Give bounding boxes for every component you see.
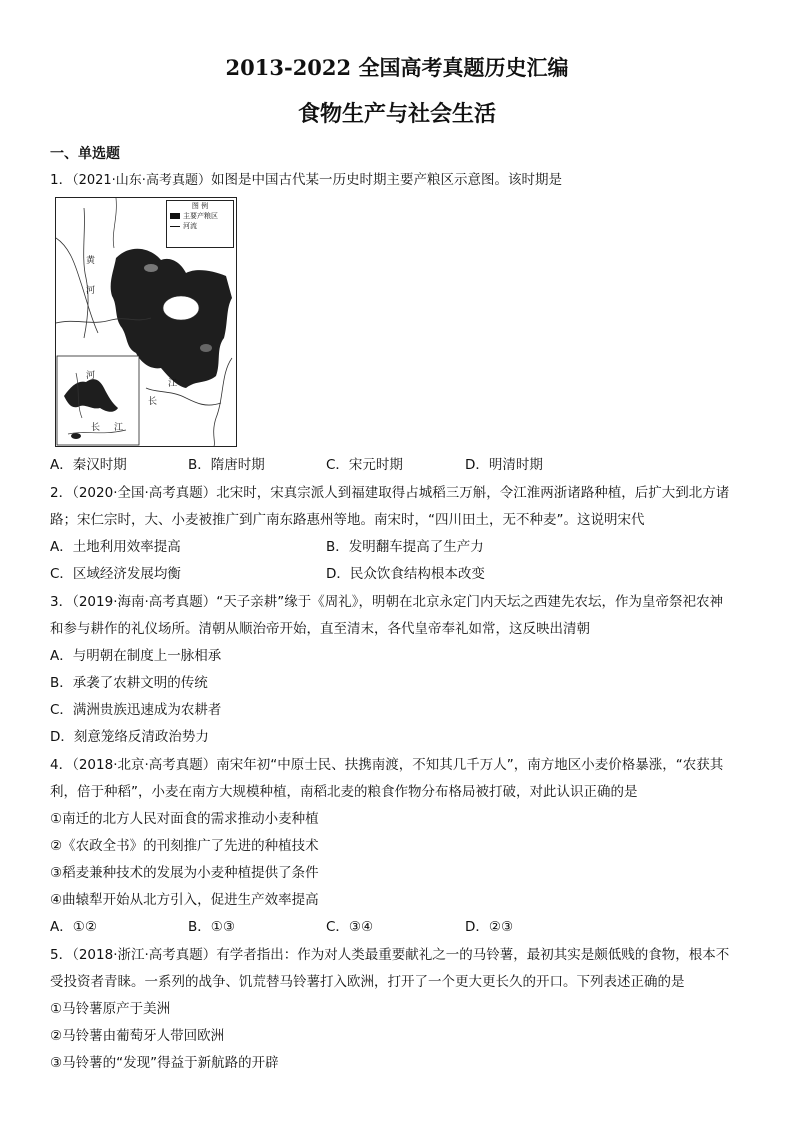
question-3-option-d[interactable]: D．刻意笼络反清政治势力 (50, 729, 209, 745)
question-5-stem-line-1: 5．（2018·浙江·高考真题）有学者指出：作为对人类最重要献礼之一的马铃薯，最初其实是颇低贱的食物，根本不 (50, 947, 730, 963)
question-2-stem-line-2: 路；宋仁宗时，大、小麦被推广到广南东路惠州等地。南宋时，“四川田土，无不种麦”。这说明宋代 (50, 512, 645, 528)
question-3-option-c[interactable]: C．满洲贵族迅速成为农耕者 (50, 702, 222, 718)
legend-river-row (167, 221, 233, 231)
legend-title: 图 例 (191, 202, 209, 210)
legend-grain-row (167, 211, 233, 221)
grain-swatch-icon (170, 213, 180, 219)
question-4-option-b[interactable]: B．①③ (188, 919, 235, 935)
question-2-option-c[interactable]: C．区域经济发展均衡 (50, 566, 181, 582)
question-3-stem-line-1: 3．（2019·海南·高考真题）“天子亲耕”缘于《周礼》，明朝在北京永定门内天坛之西建先农坛，作为皇帝祭祀农神 (50, 594, 724, 610)
question-4-stem-line-1: 4．（2018·北京·高考真题）南宋年初“中原士民、扶携南渡，不知其几千万人”，南方地区小麦价格暴涨，“农获其 (50, 757, 724, 773)
page-title: 2013-2022 全国高考真题历史汇编 (225, 55, 569, 80)
question-4-item-3: ③稻麦兼种技术的发展为小麦种植提供了条件 (50, 865, 319, 881)
page-subtitle: 食物生产与社会生活 (297, 101, 496, 127)
inset-label-jiang: 江 (114, 423, 124, 433)
question-4-item-2: ②《农政全书》的刊刻推广了先进的种植技术 (50, 838, 319, 854)
question-1-stem (50, 170, 755, 191)
section-heading: 一、单选题 (50, 146, 120, 162)
question-5-item-3: ③马铃薯的“发现”得益于新航路的开辟 (50, 1055, 279, 1071)
map-label-jiang: 江 (168, 379, 178, 389)
question-4-option-c[interactable]: C．③④ (326, 919, 374, 935)
river-line-icon (170, 226, 180, 227)
question-4-stem-line-2: 利，倍于种稻”，小麦在南方大规模种植，南稻北麦的粮食作物分布格局被打破，对此认识正确的是 (50, 784, 638, 800)
grain-region-map (55, 197, 237, 447)
question-4-option-a[interactable]: A．①② (50, 919, 97, 935)
question-5-item-2: ②马铃薯由葡萄牙人带回欧洲 (50, 1028, 225, 1044)
legend-river-label: 河流 (183, 222, 197, 230)
inset-label-he: 河 (86, 371, 96, 381)
map-label-huang: 黄 (86, 256, 96, 266)
map-label-he: 河 (86, 286, 96, 296)
inset-label-chang: 长 (91, 423, 101, 433)
question-1-option-b[interactable]: B．隋唐时期 (188, 457, 265, 473)
question-3-stem-line-2: 和参与耕作的礼仪场所。清朝从顺治帝开始，直至清末，各代皇帝奉礼如常，这反映出清朝 (50, 621, 590, 637)
question-3-option-b[interactable]: B．承袭了农耕文明的传统 (50, 675, 208, 691)
question-1-option-d[interactable]: D．明清时期 (465, 457, 543, 473)
question-5-item-1: ①马铃薯原产于美洲 (50, 1001, 171, 1017)
question-4-item-1: ①南迁的北方人民对面食的需求推动小麦种植 (50, 811, 319, 827)
map-label-chang: 长 (148, 397, 158, 407)
question-4-option-d[interactable]: D．②③ (465, 919, 514, 935)
question-2-option-a[interactable]: A．土地利用效率提高 (50, 539, 181, 555)
map-legend (166, 200, 234, 248)
question-1-text: 如图是中国古代某一历史时期主要产粮区示意图。该时期是 (210, 172, 562, 188)
question-1-number: 1． (50, 172, 73, 188)
question-1-source: （2021·山东·高考真题） (72, 173, 211, 188)
question-3-option-a[interactable]: A．与明朝在制度上一脉相承 (50, 648, 222, 664)
legend-grain-label: 主要产粮区 (183, 212, 218, 220)
question-2-stem-line-1: 2．（2020·全国·高考真题）北宋时，宋真宗派人到福建取得占城稻三万斛，令江淮两浙诸路种植，后扩大到北方诸 (50, 485, 730, 501)
question-2-option-d[interactable]: D．民众饮食结构根本改变 (326, 566, 485, 582)
question-2-option-b[interactable]: B．发明翻车提高了生产力 (326, 539, 484, 555)
question-1-option-c[interactable]: C．宋元时期 (326, 457, 403, 473)
question-1-option-a[interactable]: A．秦汉时期 (50, 457, 127, 473)
question-4-item-4: ④曲辕犁开始从北方引入，促进生产效率提高 (50, 892, 319, 908)
question-5-stem-line-2: 受投资者青睐。一系列的战争、饥荒替马铃薯打入欧洲，打开了一个更大更长久的开口。下列表述正确的是 (50, 974, 685, 990)
